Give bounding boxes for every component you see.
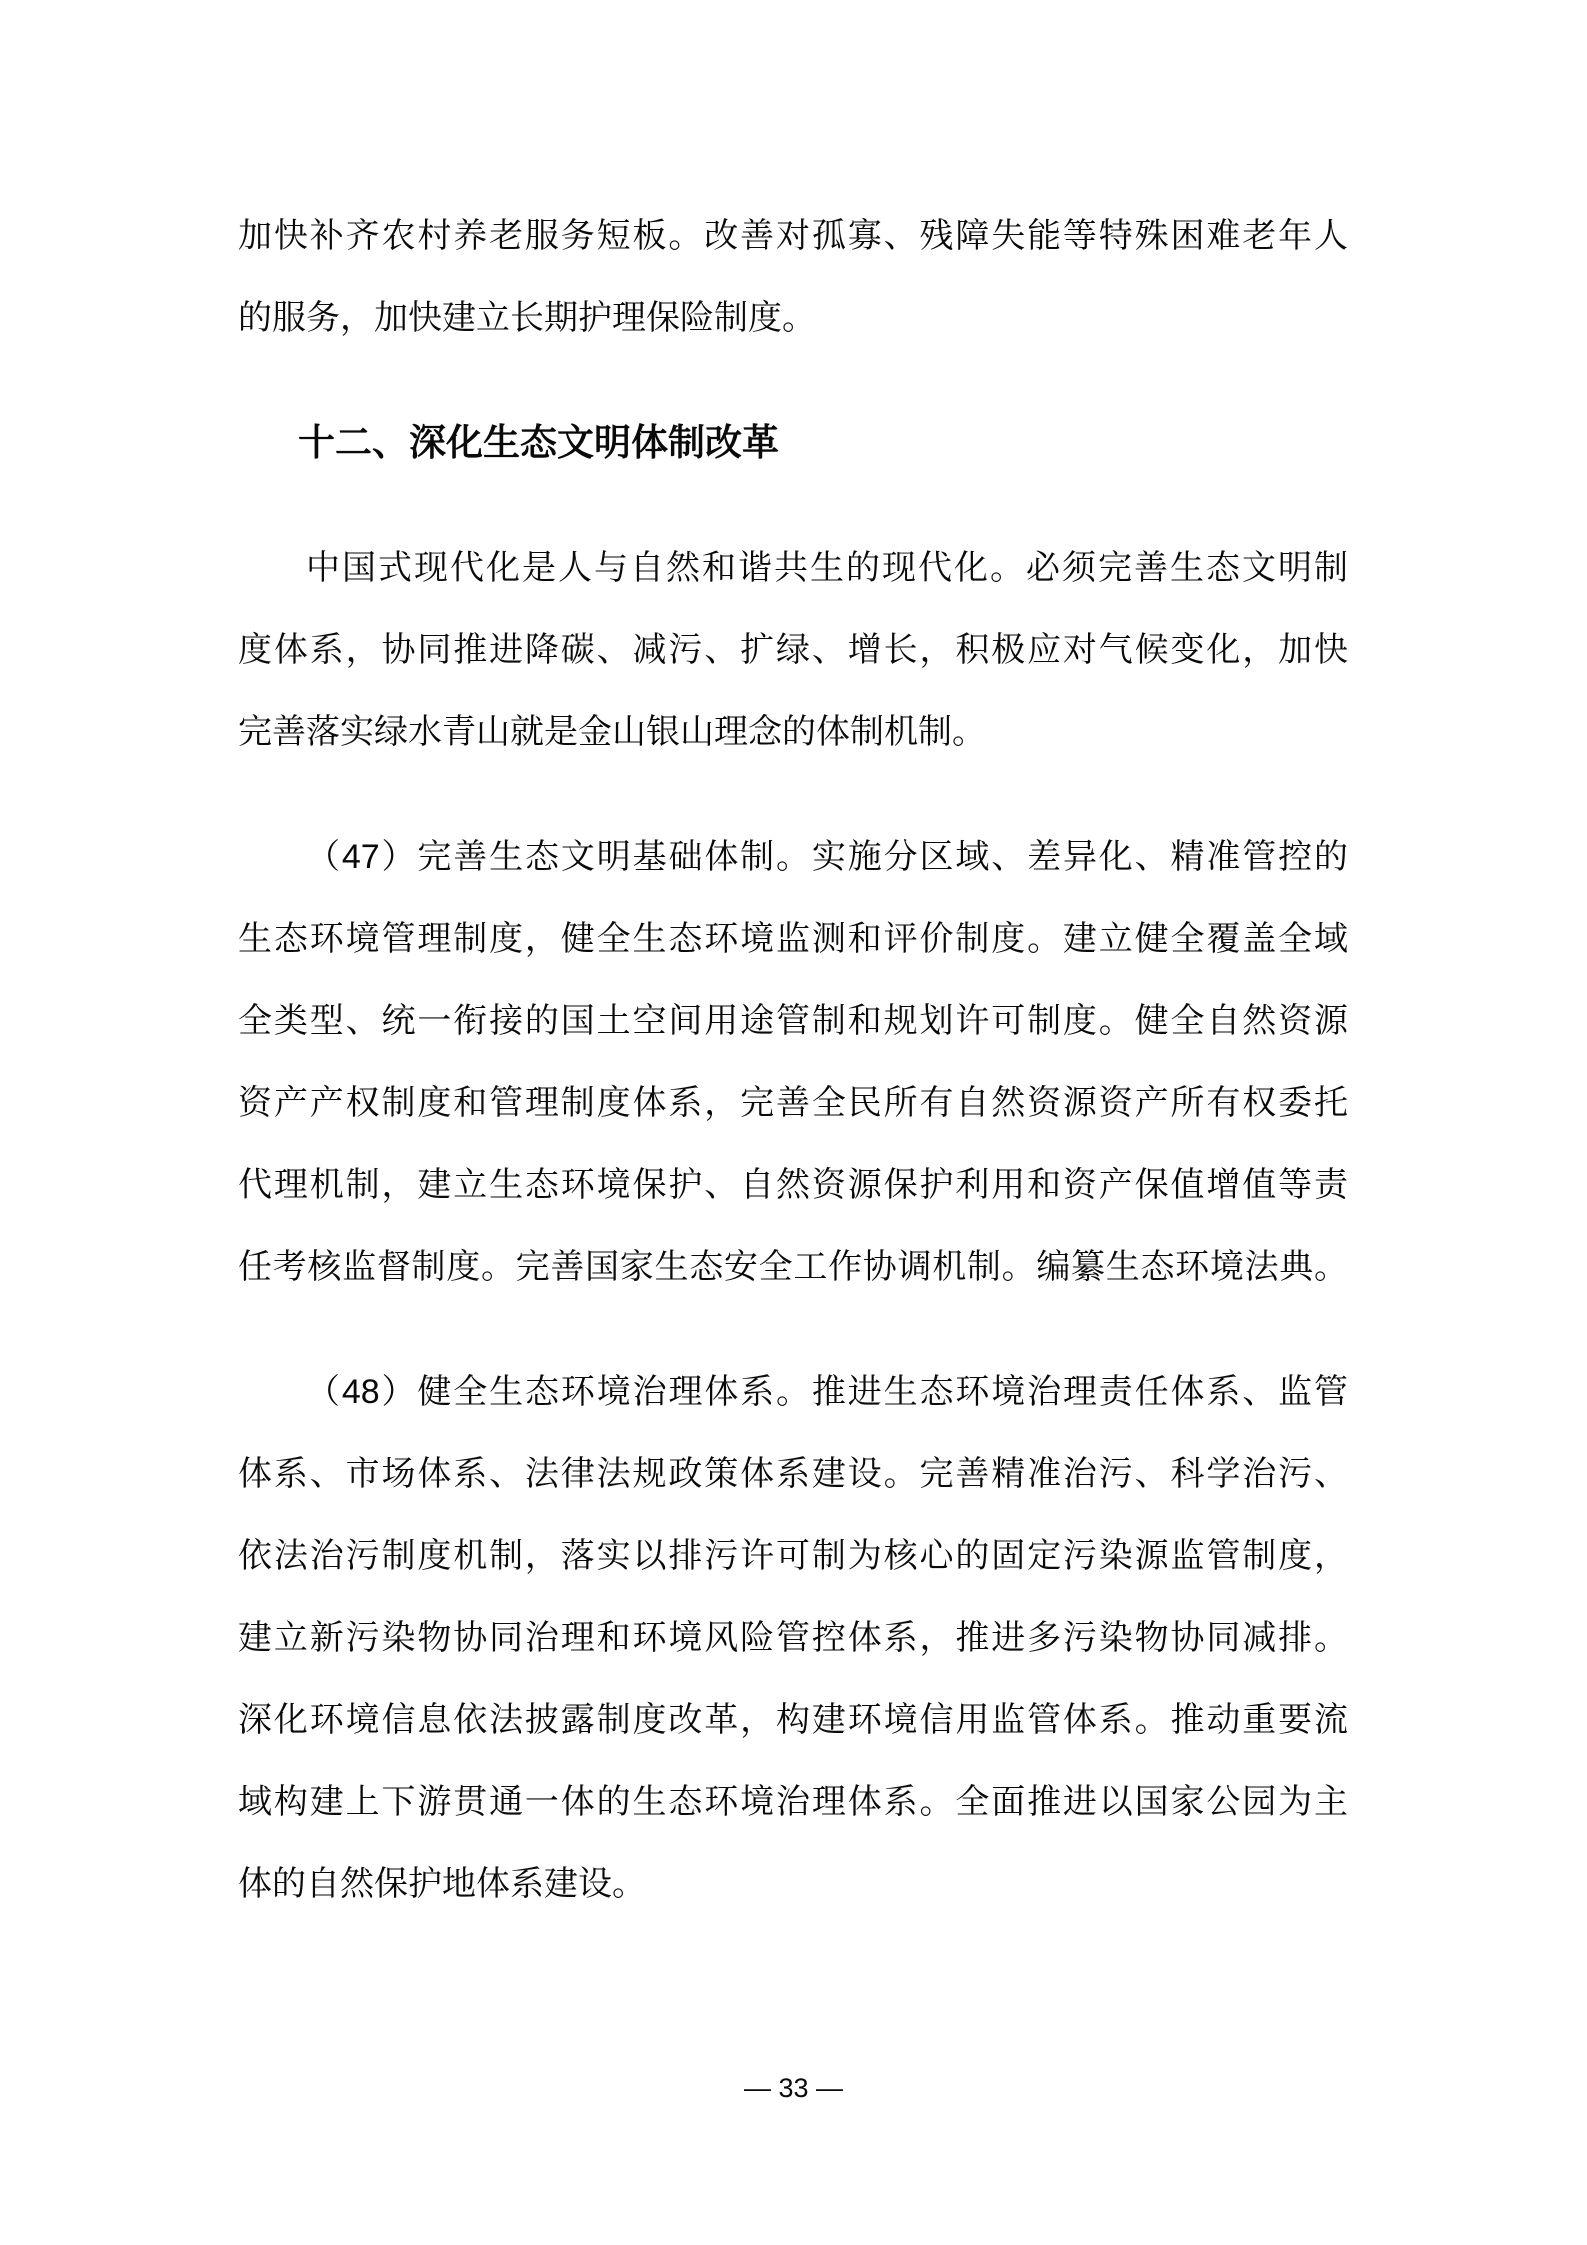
- text-line: 体的自然保护地体系建设。: [238, 1865, 646, 1903]
- text-line: 加快补齐农村养老服务短板。改善对孤寡、残障失能等特殊困难老年人: [238, 217, 1348, 255]
- document-body: [238, 195, 1348, 1925]
- text-line: 深化环境信息依法披露制度改革，构建环境信用监管体系。推动重要流: [238, 1701, 1348, 1739]
- paragraph-item-48: [238, 1351, 1348, 1925]
- text-line: 建立新污染物协同治理和环境风险管控体系，推进多污染物协同减排。: [238, 1619, 1348, 1657]
- paragraph-continuation: [238, 195, 1348, 359]
- text-line: 中国式现代化是人与自然和谐共生的现代化。必须完善生态文明制: [306, 549, 1348, 587]
- text-line: 的服务，加快建立长期护理保险制度。: [238, 299, 816, 337]
- text-line: 任考核监督制度。完善国家生态安全工作协调机制。编纂生态环境法典。: [238, 1248, 1348, 1286]
- paragraph-intro: [238, 527, 1348, 773]
- text-line: 资产产权制度和管理制度体系，完善全民所有自然资源资产所有权委托: [238, 1084, 1348, 1122]
- section-heading: 十二、深化生态文明体制改革: [298, 422, 779, 463]
- text-line: 全类型、统一衔接的国土空间用途管制和规划许可制度。健全自然资源: [238, 1002, 1348, 1040]
- text-line: 度体系，协同推进降碳、减污、扩绿、增长，积极应对气候变化，加快: [238, 631, 1348, 669]
- text-line: （48）健全生态环境治理体系。推进生态环境治理责任体系、监管: [306, 1373, 1348, 1411]
- text-line: 域构建上下游贯通一体的生态环境治理体系。全面推进以国家公园为主: [238, 1783, 1348, 1821]
- text-line: 代理机制，建立生态环境保护、自然资源保护利用和资产保值增值等责: [238, 1166, 1348, 1204]
- text-line: 完善落实绿水青山就是金山银山理念的体制机制。: [238, 713, 986, 751]
- text-line: 生态环境管理制度，健全生态环境监测和评价制度。建立健全覆盖全域: [238, 920, 1348, 958]
- text-line: 体系、市场体系、法律法规政策体系建设。完善精准治污、科学治污、: [238, 1455, 1348, 1493]
- text-line: （47）完善生态文明基础体制。实施分区域、差异化、精准管控的: [306, 838, 1348, 876]
- text-line: 依法治污制度机制，落实以排污许可制为核心的固定污染源监管制度，: [238, 1537, 1348, 1575]
- page-number: — 33 —: [743, 2073, 844, 2103]
- paragraph-item-47: [238, 816, 1348, 1308]
